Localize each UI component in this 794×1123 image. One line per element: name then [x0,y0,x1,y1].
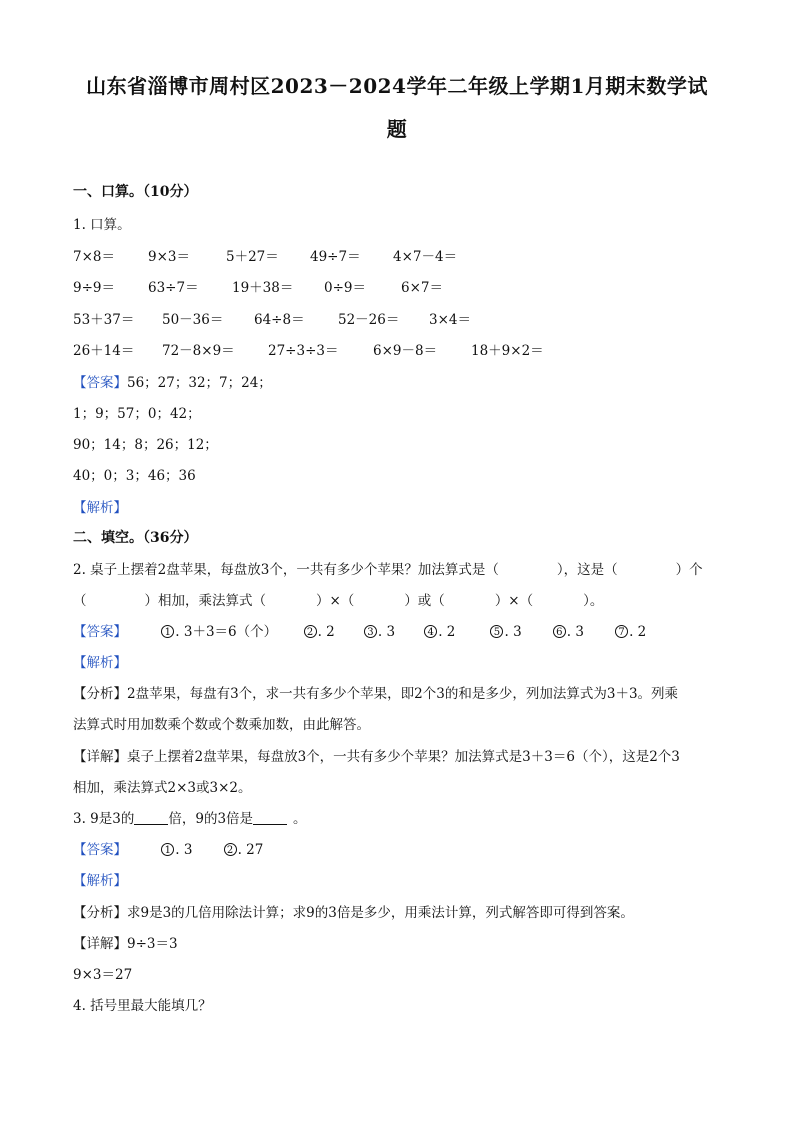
calc-item: 7×8＝ [73,249,115,265]
calc-item: 63÷7＝ [148,280,199,296]
answer-line-3: 90；14；8；26；12； [73,437,218,453]
circled-number: 3 [364,625,377,638]
answer-item [161,842,219,858]
q3-text: 。 [293,811,307,827]
q2-text: ），这是（ [556,562,618,578]
circled-number: 1 [161,843,174,856]
q2-text: 2. 桌子上摆着2盘苹果，每盘放3个，一共有多少个苹果？加法算式是（ [73,562,499,578]
section-heading-fill-in: 二、填空。（36分） [73,530,198,546]
answer-item [615,624,646,640]
answer-text: . 3 [504,624,522,640]
analysis-tag: 【解析】 [73,873,127,889]
fenxi-tag: 【分析】 [73,686,127,702]
answer-text: . 2 [629,624,647,640]
answer-text: . 2 [317,624,335,640]
xiangjie-tag: 【详解】 [73,749,127,765]
q3-xiangjie-line-1 [73,932,178,952]
answer-text: . 3＋3＝6（个） [175,624,278,640]
answer-line-4: 40；0；3；46；36 [73,468,196,484]
q2-fenxi-line-1 [73,682,678,702]
xiangjie-text: 桌子上摆着2盘苹果，每盘放3个，一共有多少个苹果？加法算式是3＋3＝6（个），这是2个3 [127,749,680,765]
q2-text: ）相加，乘法算式（ [144,593,266,609]
question-1-label: 1. 口算。 [73,217,131,233]
circled-number: 6 [553,625,566,638]
answer-text: . 3 [566,624,584,640]
answer-text: . 27 [237,842,264,858]
q3-text: 3. 9是3的 [73,811,135,827]
analysis-tag: 【解析】 [73,500,127,516]
calc-item: 9×3＝ [148,249,190,265]
q2-text: ）个 [675,562,703,578]
answer-tag: 【答案】 [73,842,127,858]
answer-tag: 【答案】 [73,624,127,640]
answer-item [161,620,299,640]
calc-item: 27÷3÷3＝ [268,343,339,359]
question-4: 4. 括号里最大能填几？ [73,998,212,1014]
calc-item: 53＋37＝ [73,312,135,328]
question-2-line-1 [73,558,703,578]
calc-item: 64÷8＝ [254,312,305,328]
circled-number: 4 [424,625,437,638]
question-2-line-2 [73,589,603,609]
calc-item: 6×7＝ [401,280,443,296]
answer-item [553,624,611,640]
calc-item: 50－36＝ [162,312,224,328]
q2-text: （ [73,593,87,609]
calc-item: 49÷7＝ [310,249,361,265]
q2-xiangjie-line-1 [73,745,680,765]
q3-blank-1 [134,812,168,825]
q2-text: ）或（ [404,593,445,609]
document-title-line-1: 山东省淄博市周村区2023－2024学年二年级上学期1月期末数学试 [86,74,708,98]
circled-number: 2 [304,625,317,638]
calc-item: 0÷9＝ [324,280,366,296]
answer-item [490,624,548,640]
calc-item: 6×9－8＝ [373,343,438,359]
calc-item: 52－26＝ [338,312,400,328]
answer-text: . 3 [377,624,396,640]
question-2-answer [73,620,646,640]
q3-text: 倍，9的3倍是 [168,811,254,827]
calc-item: 18＋9×2＝ [471,343,544,359]
answer-line-1 [73,371,272,391]
calc-item: 5＋27＝ [226,249,279,265]
calc-item: 4×7－4＝ [393,249,458,265]
xiangjie-tag: 【详解】 [73,936,127,952]
calc-item: 3×4＝ [429,312,471,328]
circled-number: 2 [224,843,237,856]
answer-item [304,624,360,640]
fenxi-tag: 【分析】 [73,905,127,921]
answer-line-2: 1；9；57；0；42； [73,406,201,422]
q3-blank-2 [253,812,287,825]
document-title-line-2: 题 [386,117,408,141]
calc-item: 26＋14＝ [73,343,135,359]
q2-fenxi-line-2: 法算式时用加数乘个数或个数乘加数，由此解答。 [73,717,370,733]
answer-text: . 3 [175,842,193,858]
circled-number: 1 [161,625,174,638]
circled-number: 7 [615,625,628,638]
answer-text: . 2 [438,624,456,640]
fenxi-text: 2盘苹果，每盘有3个，求一共有多少个苹果，即2个3的和是多少，列加法算式为3＋3。列乘 [127,686,679,702]
xiangjie-text: 9÷3＝3 [127,936,178,952]
q3-xiangjie-line-2: 9×3＝27 [73,967,133,983]
question-3-answer [73,838,263,858]
answer-tag: 【答案】 [73,375,127,391]
answer-item [224,842,264,858]
answer-item [424,624,486,640]
q3-fenxi-line-1 [73,901,634,921]
fenxi-text: 求9是3的几倍用除法计算；求9的3倍是多少，用乘法计算，列式解答即可得到答案。 [127,905,634,921]
calc-item: 72－8×9＝ [162,343,235,359]
q2-text: ）×（ [316,593,355,609]
answer-item [364,624,420,640]
question-3 [73,807,307,827]
q2-text: ）。 [583,593,604,609]
q2-xiangjie-line-2: 相加，乘法算式2×3或3×2。 [73,780,252,796]
answer-values: 56；27；32；7；24； [127,375,272,391]
q2-text: ）×（ [494,593,534,609]
calc-item: 19＋38＝ [232,280,294,296]
analysis-tag: 【解析】 [73,655,127,671]
section-heading-oral-calc: 一、口算。（10分） [73,184,198,200]
circled-number: 5 [490,625,503,638]
calc-item: 9÷9＝ [73,280,115,296]
